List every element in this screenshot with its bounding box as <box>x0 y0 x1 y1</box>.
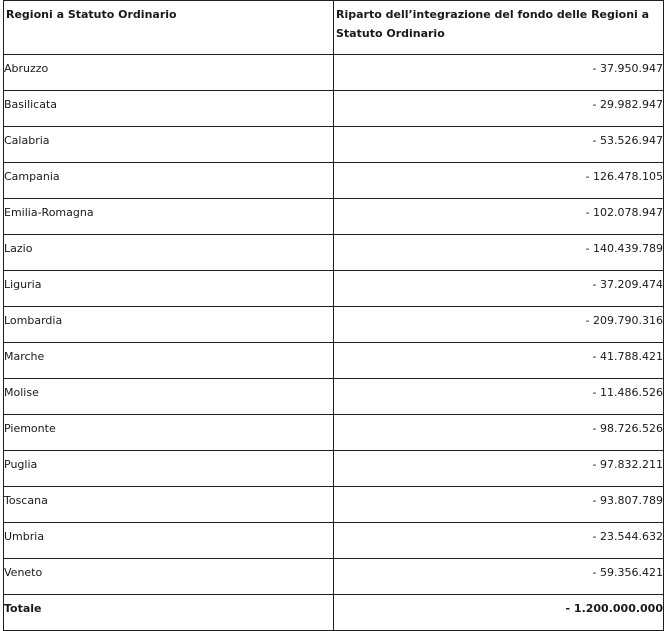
region-name: Lombardia <box>4 307 334 343</box>
table-header-row <box>4 1 664 55</box>
region-name: Marche <box>4 343 334 379</box>
region-name: Veneto <box>4 559 334 595</box>
table-row <box>4 307 664 343</box>
table-row <box>4 163 664 199</box>
region-name: Campania <box>4 163 334 199</box>
region-value: - 209.790.316 <box>334 307 664 343</box>
region-name: Lazio <box>4 235 334 271</box>
table-row <box>4 271 664 307</box>
table-row <box>4 487 664 523</box>
total-value: - 1.200.000.000 <box>334 595 664 631</box>
table-row <box>4 55 664 91</box>
table-row <box>4 343 664 379</box>
region-value: - 53.526.947 <box>334 127 664 163</box>
table-row <box>4 379 664 415</box>
region-value: - 41.788.421 <box>334 343 664 379</box>
region-name: Abruzzo <box>4 55 334 91</box>
region-name: Calabria <box>4 127 334 163</box>
region-name: Basilicata <box>4 91 334 127</box>
table-row <box>4 91 664 127</box>
region-value: - 93.807.789 <box>334 487 664 523</box>
region-name: Piemonte <box>4 415 334 451</box>
table-row <box>4 523 664 559</box>
region-value: - 59.356.421 <box>334 559 664 595</box>
allocation-table <box>3 0 664 631</box>
region-name: Puglia <box>4 451 334 487</box>
region-value: - 140.439.789 <box>334 235 664 271</box>
region-name: Molise <box>4 379 334 415</box>
total-label: Totale <box>4 595 334 631</box>
header-allocation: Riparto dell’integrazione del fondo delle Regioni a Statuto Ordinario <box>334 1 664 55</box>
region-name: Emilia-Romagna <box>4 199 334 235</box>
region-name: Toscana <box>4 487 334 523</box>
region-value: - 29.982.947 <box>334 91 664 127</box>
table-row <box>4 199 664 235</box>
region-value: - 11.486.526 <box>334 379 664 415</box>
table-row <box>4 451 664 487</box>
header-region: Regioni a Statuto Ordinario <box>4 1 334 55</box>
table-row <box>4 235 664 271</box>
table-row <box>4 127 664 163</box>
region-name: Umbria <box>4 523 334 559</box>
region-value: - 102.078.947 <box>334 199 664 235</box>
region-value: - 37.950.947 <box>334 55 664 91</box>
region-value: - 97.832.211 <box>334 451 664 487</box>
table-row <box>4 559 664 595</box>
region-value: - 37.209.474 <box>334 271 664 307</box>
region-value: - 126.478.105 <box>334 163 664 199</box>
total-row <box>4 595 664 631</box>
region-value: - 23.544.632 <box>334 523 664 559</box>
table-row <box>4 415 664 451</box>
region-value: - 98.726.526 <box>334 415 664 451</box>
region-name: Liguria <box>4 271 334 307</box>
